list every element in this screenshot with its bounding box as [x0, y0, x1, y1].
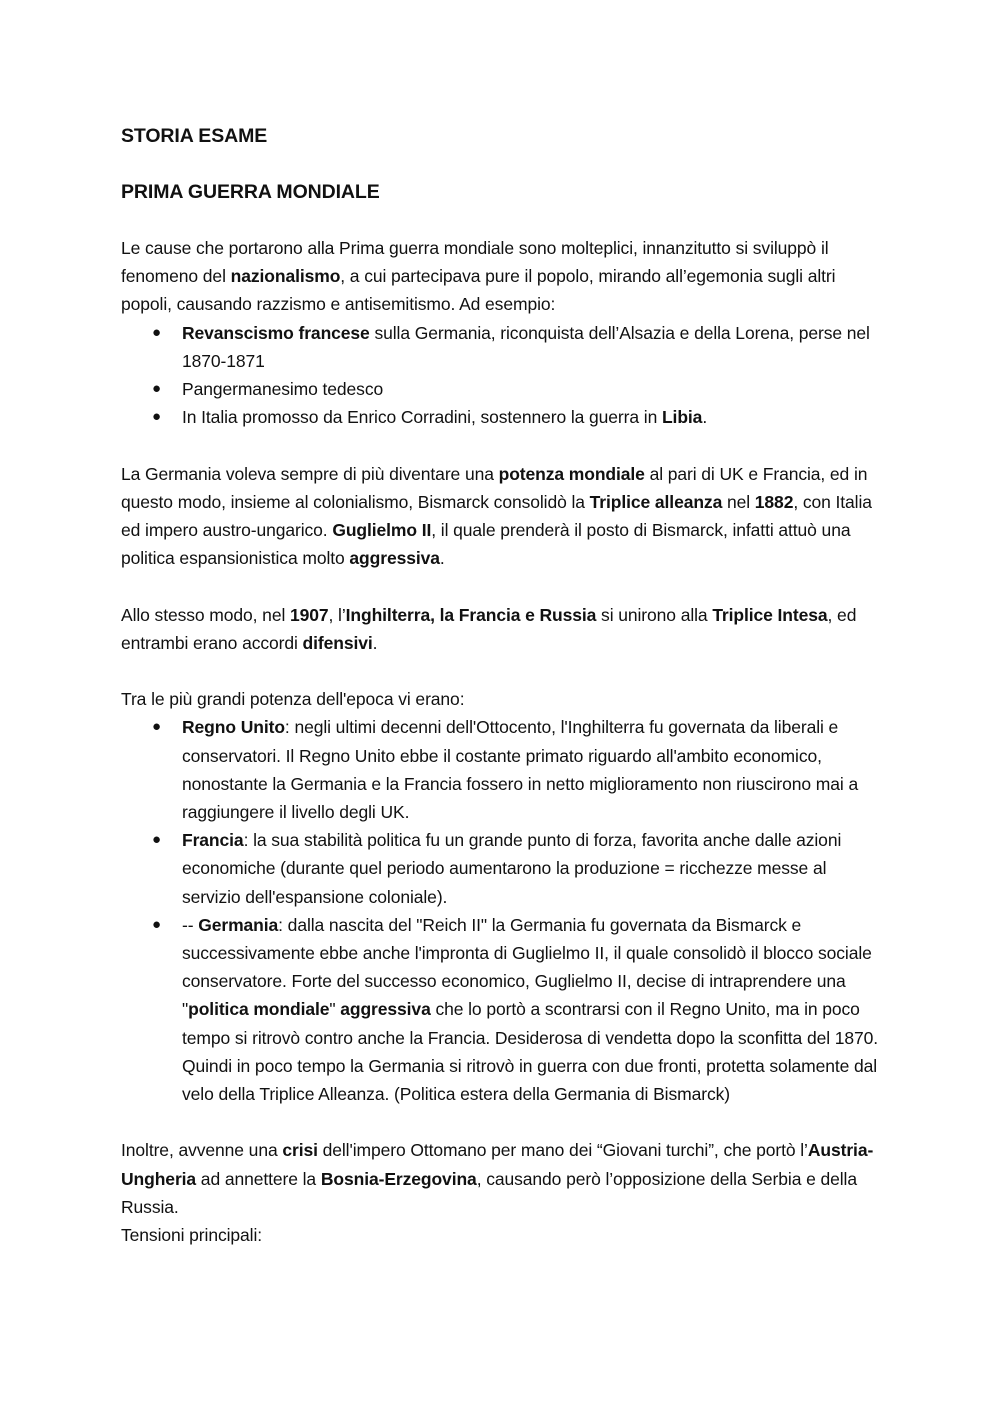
paragraph-gap: [121, 1108, 881, 1136]
intro-paragraph: [121, 234, 881, 319]
bold-run: Regno Unito: [182, 717, 285, 738]
potenze-intro: Tra le più grandi potenza dell'epoca vi erano:: [121, 689, 465, 710]
bullet-icon: ●: [152, 718, 161, 736]
text-run: .: [372, 632, 378, 653]
text-run: ad annettere la: [196, 1168, 321, 1189]
paragraph-gap: [121, 657, 881, 685]
bold-run: politica mondiale: [188, 999, 330, 1020]
text-run: si unirono alla: [596, 604, 713, 625]
intro-bullet-list: [121, 319, 881, 432]
text-run: Allo stesso modo, nel: [121, 604, 290, 625]
text-run: , l’: [328, 604, 346, 625]
germania-paragraph: [121, 460, 881, 573]
bold-run: difensivi: [302, 632, 373, 653]
text-run: , causando però l’opposizione della Serbia e della Russia.: [121, 1168, 857, 1217]
bullet-icon: ●: [152, 831, 161, 849]
text-run: al pari di UK e Francia, ed in questo modo, insieme al colonialismo, Bismarck consolidò la: [121, 463, 868, 512]
bold-run: Triplice Intesa: [712, 604, 828, 625]
text-run: nel: [722, 491, 755, 512]
list-item-regno-unito: [121, 713, 881, 826]
list-item-germania: [121, 911, 881, 1108]
bold-run: Triplice alleanza: [589, 491, 723, 512]
bullet-icon: ●: [152, 323, 161, 341]
text-run: , ed entrambi erano accordi: [121, 604, 857, 653]
potenze-bullet-list: [121, 713, 881, 1108]
text-run: --: [182, 914, 199, 935]
bold-run: Libia: [661, 407, 703, 428]
bullet-icon: ●: [152, 380, 161, 398]
bold-run: 1907: [290, 604, 329, 625]
section-title: PRIMA GUERRA MONDIALE: [121, 181, 380, 203]
text-run: che lo portò a scontrarsi con il Regno Unito, ma in poco tempo si ritrovò contro anche la Francia. Desiderosa di vendetta dopo la sconfitta del 1870. Quindi in poco tempo la Germania si ritrovò in guerra con due fronti, protetta solamente dal velo della Triplice Alleanza. (Politica estera della Germania di Bismarck): [182, 999, 879, 1105]
bold-run: potenza mondiale: [498, 463, 645, 484]
text-run: sulla Germania, riconquista dell’Alsazia e della Lorena, perse nel 1870-1871: [182, 322, 870, 371]
crisi-paragraph: [121, 1136, 881, 1221]
bold-run: aggressiva: [340, 999, 431, 1020]
text-run: Inoltre, avvenne una: [121, 1140, 283, 1161]
text-run: La Germania voleva sempre di più diventare una: [121, 463, 499, 484]
intesa-paragraph: [121, 601, 881, 657]
bullet-icon: ●: [152, 408, 161, 426]
bold-run: Bosnia-Erzegovina: [320, 1168, 477, 1189]
bold-run: Germania: [198, 914, 279, 935]
list-item: [121, 375, 881, 403]
text-run: Pangermanesimo tedesco: [182, 379, 384, 400]
text-run: dell'impero Ottomano per mano dei “Giovani turchi”, che portò l’: [317, 1140, 808, 1161]
tensioni-label: Tensioni principali:: [121, 1225, 262, 1246]
text-run: In Italia promosso da Enrico Corradini, sostennero la guerra in: [182, 407, 662, 428]
text-run: : negli ultimi decenni dell'Ottocento, l'Inghilterra fu governata da liberali e conservatori. Il Regno Unito ebbe il costante primato riguardo all'ambito economico, nonostante la Germania e la Francia fossero in netto miglioramento non riuscirono mai a raggiungere il livello degli UK.: [182, 717, 859, 823]
bold-run: Guglielmo II: [332, 520, 432, 541]
bold-run: Austria-Ungheria: [121, 1140, 874, 1189]
list-item: [121, 403, 881, 431]
bold-run: Francia: [182, 830, 244, 851]
bullet-icon: ●: [152, 915, 161, 933]
text-run: , il quale prenderà il posto di Bismarck, infatti attuò una politica espansionistica molto: [121, 520, 851, 569]
text-run: ": [329, 999, 341, 1020]
text-run: : dalla nascita del "Reich II" la Germania fu governata da Bismarck e successivamente ebbe anche l'impronta di Guglielmo II, il quale consolidò il blocco sociale conservatore. Forte del successo economico, Guglielmo II, decise di intraprendere una ": [182, 914, 872, 1020]
paragraph-gap: [121, 431, 881, 459]
bold-run: Inghilterra, la Francia e Russia: [345, 604, 597, 625]
list-item: [121, 319, 881, 375]
document-page: [121, 122, 881, 1249]
bold-run: aggressiva: [349, 548, 440, 569]
text-run: : la sua stabilità politica fu un grande punto di forza, favorita anche dalle azioni economiche (durante quel periodo aumentarono la produzione = ricchezze messe al servizio dell'espansione coloniale).: [182, 830, 842, 907]
list-item-francia: [121, 826, 881, 911]
bold-run: Revanscismo francese: [182, 322, 370, 343]
document-title: STORIA ESAME: [121, 125, 268, 147]
text-run: .: [702, 407, 708, 428]
text-run: Le cause che portarono alla Prima guerra mondiale sono molteplici, innanzitutto si sviluppò il fenomeno del: [121, 238, 829, 287]
text-run: .: [439, 548, 445, 569]
bold-run: 1882: [754, 491, 794, 512]
text-run: , a cui partecipava pure il popolo, mirando all’egemonia sugli altri popoli, causando razzismo e antisemitismo. Ad esempio:: [121, 266, 836, 315]
paragraph-gap: [121, 572, 881, 600]
bold-run: nazionalismo: [230, 266, 341, 287]
bold-run: crisi: [282, 1140, 318, 1161]
text-run: , con Italia ed impero austro-ungarico.: [121, 491, 872, 541]
